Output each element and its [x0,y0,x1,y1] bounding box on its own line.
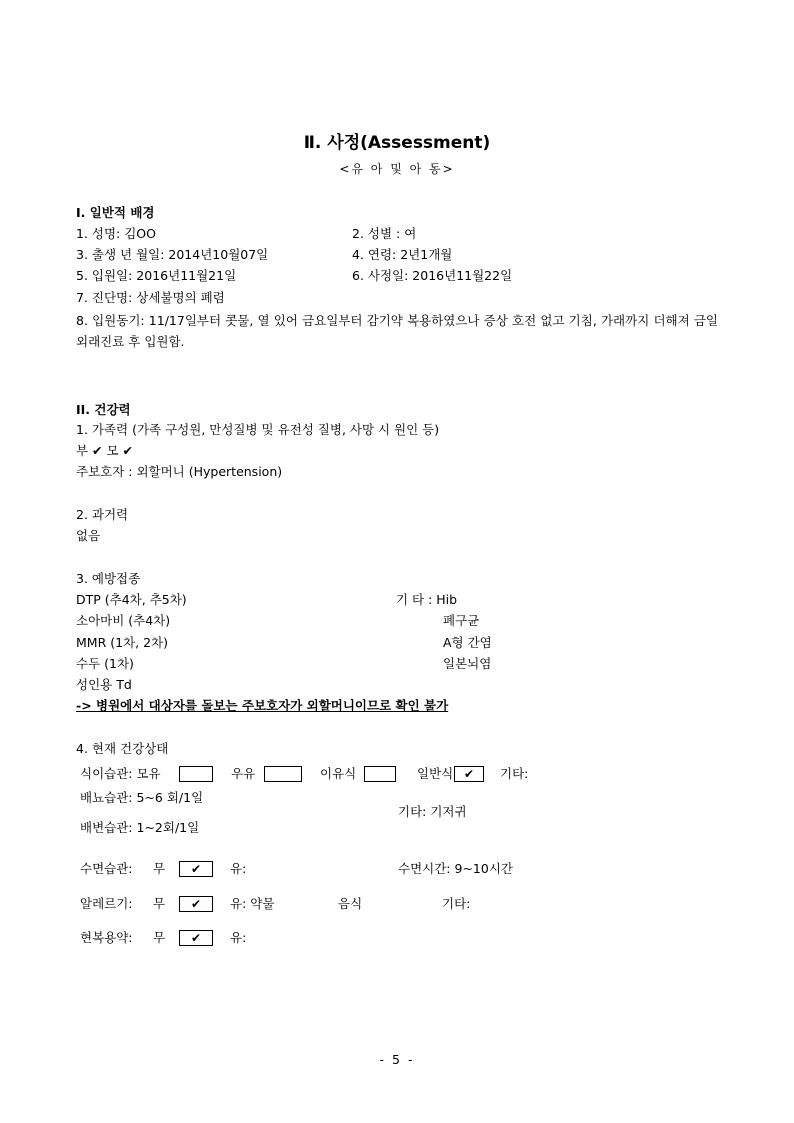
eating-other-label: 기타: [500,766,529,781]
vaccine-item: 성인용 Td [76,677,132,692]
patient-name: 1. 성명: 김OO [76,226,156,241]
vaccine-item: DTP (추4차, 추5차) [76,592,187,607]
regular-diet-checkbox[interactable]: ✔ [454,766,484,782]
allergy-other-label: 기타: [442,896,471,911]
weaning-label: 이유식 [320,766,357,781]
sleep-time: 수면시간: 9~10시간 [398,861,513,876]
vaccine-item: MMR (1차, 2차) [76,635,168,650]
patient-birth: 3. 출생 년 월일: 2014년10월07일 [76,247,269,262]
page-number: - 5 - [379,1052,415,1067]
past-history-title: 2. 과거력 [76,507,129,522]
urination-habit: 배뇨습관: 5~6 회/1일 [80,790,204,805]
vaccine-other-item: 폐구균 [443,613,480,628]
vaccination-note: -> 병원에서 대상자를 돌보는 주보호자가 외할머니이므로 확인 불가 [76,698,449,713]
admission-reason: 8. 입원동기: 11/17일부터 콧물, 열 있어 금요일부터 감기약 복용하였으나 증상 호전 없고 기침, 가래까지 더해져 금일 외래진료 후 입원함. [76,313,718,349]
family-parents: 부 ✔ 모 ✔ [76,443,134,458]
medication-label: 현복용약: [80,930,133,945]
admission-date: 5. 입원일: 2016년11월21일 [76,268,237,283]
sleep-habit-label: 수면습관: [80,861,133,876]
allergy-no-label: 무 [153,896,166,911]
current-health-title: 4. 현재 건강상태 [76,741,169,756]
assessment-date: 6. 사정일: 2016년11월22일 [352,268,513,283]
medication-no-checkbox[interactable]: ✔ [179,930,213,946]
past-history-value: 없음 [76,528,101,543]
milk-checkbox[interactable] [264,766,302,782]
medication-yes-label: 유: [230,930,247,945]
section-health-heading: II. 건강력 [76,402,131,417]
vaccine-other-item: 일본뇌염 [443,656,492,671]
vaccine-item: 소아마비 (추4차) [76,613,171,628]
patient-age: 4. 연령: 2년1개월 [352,247,453,262]
allergy-no-checkbox[interactable]: ✔ [179,896,213,912]
vaccine-other-item: A형 간염 [443,635,492,650]
family-history-title: 1. 가족력 (가족 구성원, 만성질병 및 유전성 질병, 사망 시 원인 등) [76,422,440,437]
medication-no-label: 무 [153,930,166,945]
patient-gender: 2. 성별 : 여 [352,226,417,241]
defecation-habit: 배변습관: 1~2회/1일 [80,820,200,835]
sleep-no-checkbox[interactable]: ✔ [179,861,213,877]
regular-diet-label: 일반식 [417,766,454,781]
vaccination-title: 3. 예방접종 [76,571,141,586]
vaccine-other-label: 기 타 : Hib [396,592,458,607]
page-title: Ⅱ. 사정(Assessment) [303,133,491,153]
vaccine-item: 수두 (1차) [76,656,134,671]
breastmilk-checkbox[interactable] [179,766,213,782]
weaning-checkbox[interactable] [364,766,396,782]
urination-other: 기타: 기저귀 [398,804,467,819]
section-general-heading: I. 일반적 배경 [76,205,155,220]
eating-habit-label: 식이습관: 모유 [80,766,161,781]
primary-caregiver: 주보호자 : 외할머니 (Hypertension) [76,464,283,479]
allergy-drug-label: 유: 약물 [230,896,275,911]
diagnosis: 7. 진단명: 상세불명의 폐렴 [76,290,225,305]
milk-label: 우유 [231,766,256,781]
allergy-label: 알레르기: [80,896,133,911]
allergy-food-label: 음식 [338,896,363,911]
sleep-no-label: 무 [153,861,166,876]
sleep-yes-label: 유: [230,861,247,876]
page-subtitle: <유 아 및 아 동> [339,162,455,176]
